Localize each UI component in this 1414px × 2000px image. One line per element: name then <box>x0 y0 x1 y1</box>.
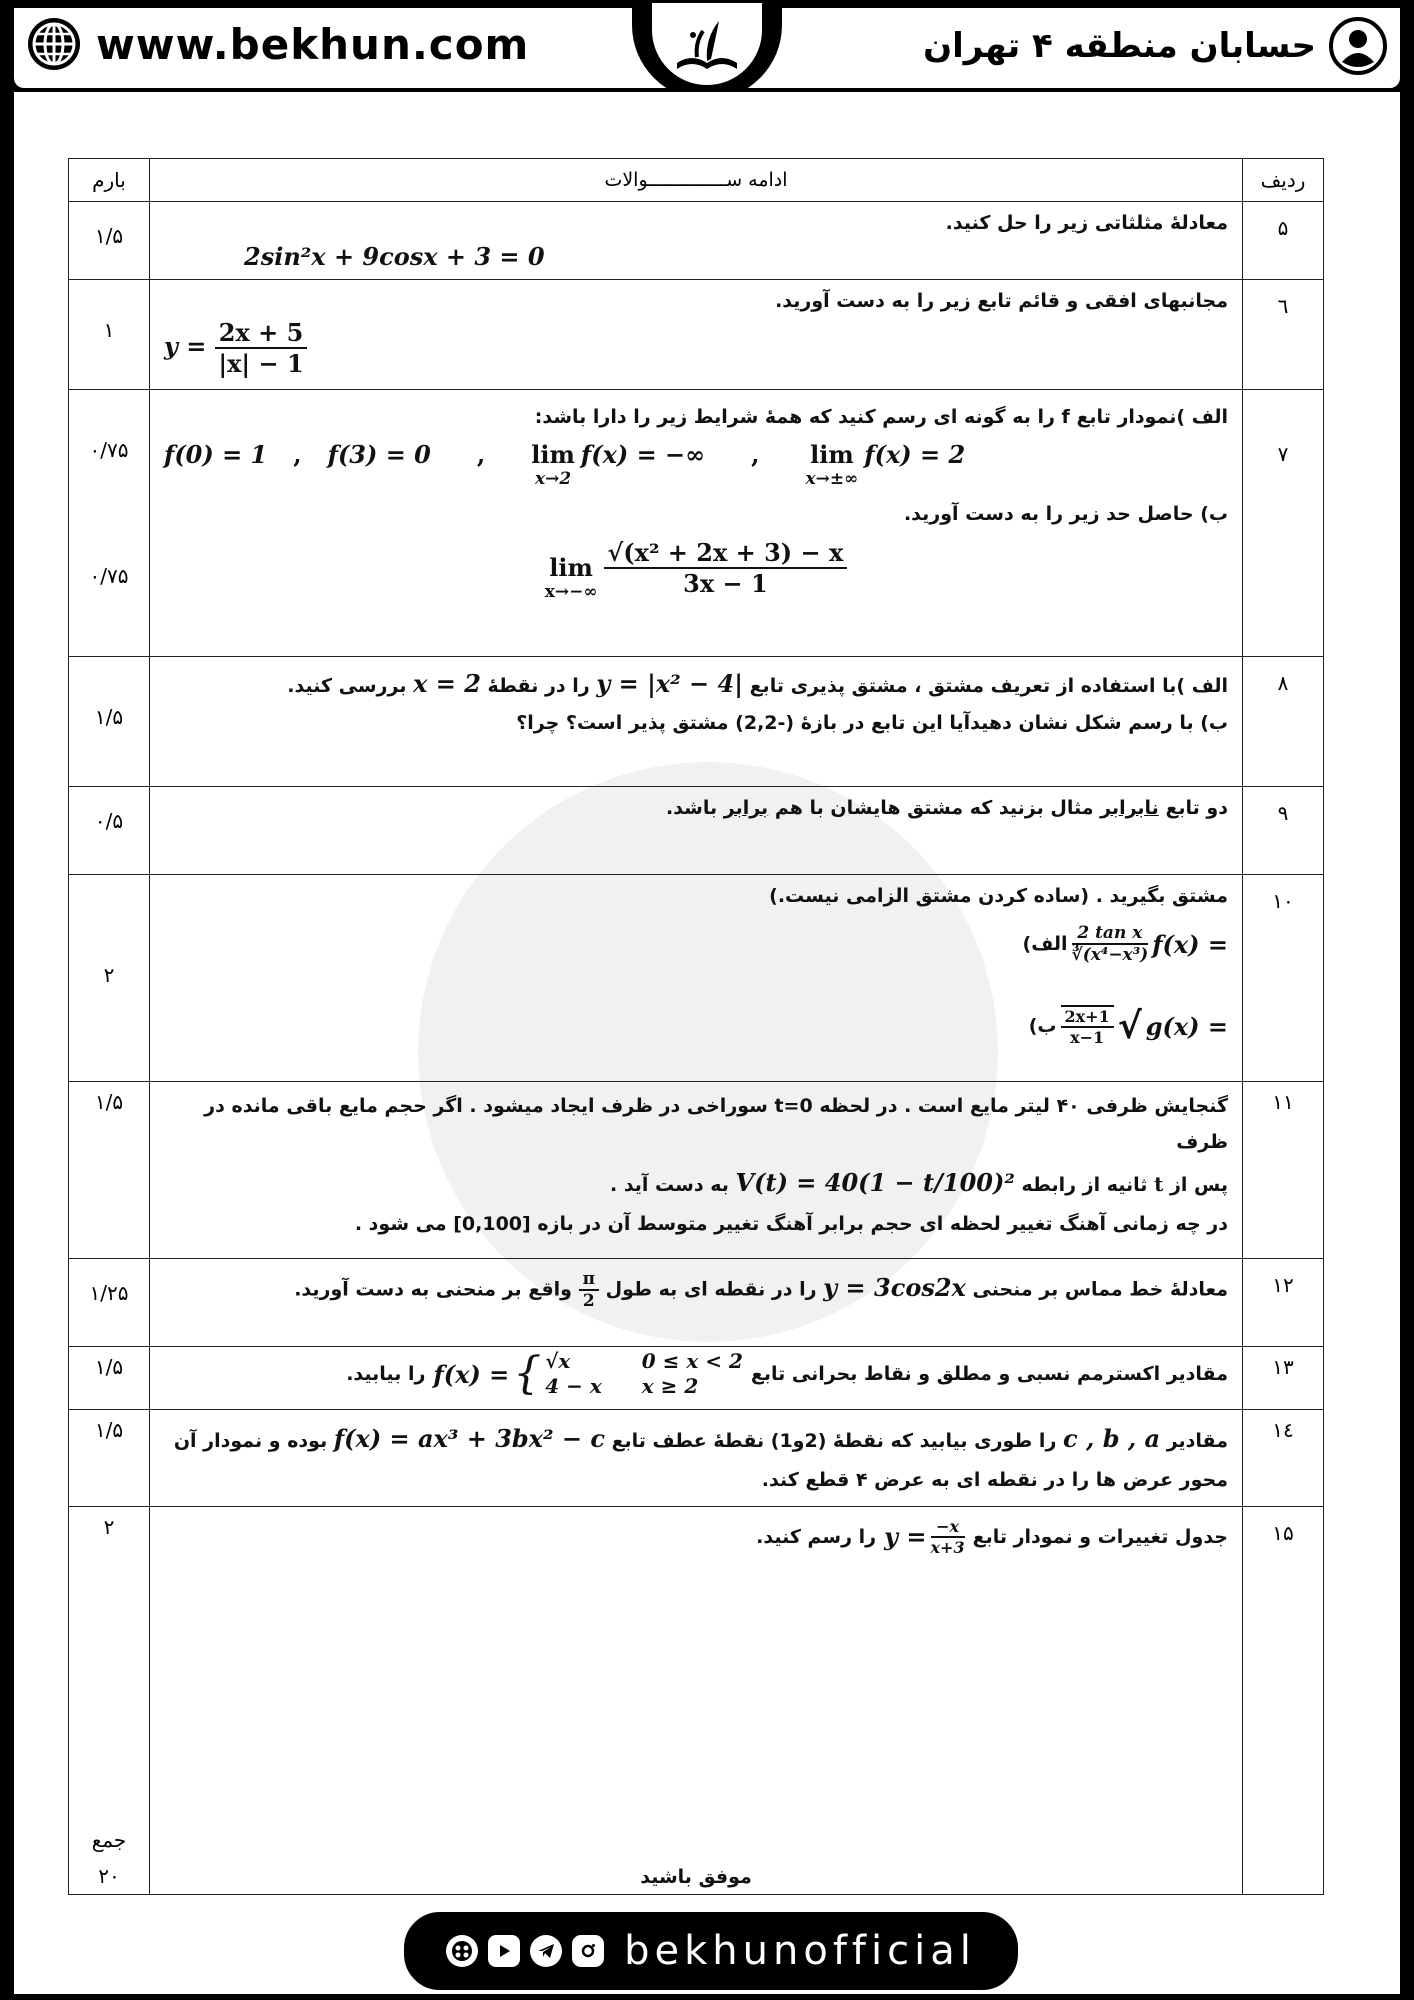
point-eq: x = 2 <box>413 669 481 698</box>
question-content: الف )با استفاده از تعریف مشتق ، مشتق پذیری تابع y = |x² − 4| را در نقطۀ x = 2 بررسی کنید. ب) با رسم شکل نشان دهیدآیا این تابع در بازۀ (-2,2) مشتق پذیر است؟ چرا؟ <box>150 657 1243 787</box>
question-content: مشتق بگیرید . (ساده کردن مشتق الزامی نیست.) f(x) = $\frac{\text{2 tan x}}{\text{∛(x⁴−x³)}}$ الف) g(x) = √ $\frac{2x+1}{x-1}$ ب) <box>150 875 1243 1082</box>
limit-1: f(x) = −∞ <box>580 440 706 469</box>
barem-header: بارم <box>69 159 150 202</box>
row-number: ۱۰ <box>1243 875 1324 1082</box>
account-label <box>923 16 1388 76</box>
equation-lhs: y = <box>164 331 207 361</box>
user-icon <box>1328 16 1388 76</box>
question-content <box>150 280 1243 390</box>
question-content: مقادیر c , b , a را طوری بیابید که نقطۀ (2و1) نقطۀ عطف تابع f(x) = ax³ + 3bx² − c بوده و نمودار آن محور عرض ها را در نقطه ای به عرض ۴ قطع کند. <box>150 1410 1243 1507</box>
score: ۱/۵ <box>69 1082 150 1259</box>
question-content: دو تابع نابرابر مثال بزنید که مشتق هایشان با هم برابر باشد. <box>150 787 1243 875</box>
score-a: ۰/۷۵ <box>89 438 129 462</box>
question-content: گنجایش ظرفی ۴۰ لیتر مایع است . در لحظه t=0 سوراخی در ظرف ایجاد میشود . اگر حجم مایع باقی مانده در ظرف پس از t ثانیه از رابطه V(t) = 40(1 − t/100)² به دست آید . در چه زمانی آهنگ تغییر لحظه ای حجم برابر آهنگ تغییر متوسط آن در بازه [0,100] می شود . <box>150 1082 1243 1259</box>
score: ۱/۵ <box>69 1347 150 1410</box>
score: ۲ <box>69 875 150 1082</box>
social-footer[interactable] <box>400 1908 1022 1994</box>
row-number: ۱۲ <box>1243 1259 1324 1347</box>
row-number: ۷ <box>1243 390 1324 657</box>
question-text-a: الف )نمودار تابع f را به گونه ای رسم کنید که همۀ شرایط زیر را دارا باشد: <box>534 406 1228 428</box>
row-number: ۸ <box>1243 657 1324 787</box>
question-content <box>150 202 1243 280</box>
row-number: ۱۱ <box>1243 1082 1324 1259</box>
question-row-7 <box>69 390 1324 657</box>
question-line-1: گنجایش ظرفی ۴۰ لیتر مایع است . در لحظه t=0 سوراخی در ظرف ایجاد میشود . اگر حجم مایع باقی مانده در ظرف <box>204 1095 1228 1154</box>
equation: 2sin²x + 9cosx + 3 = 0 <box>244 242 545 271</box>
fraction: $\frac{2x + 5}{|x| - 1}$ <box>215 318 308 378</box>
question-content: مقادیر اکسترمم نسبی و مطلق و نقاط بحرانی تابع f(x) = { √x 0 ≤ x < 2 4 − x x ≥ 2 را بیابید. <box>150 1347 1243 1410</box>
social-handle: bekhunofficial <box>624 1928 976 1974</box>
table-header-row <box>69 159 1324 202</box>
question-row-9 <box>69 787 1324 875</box>
question-row-14 <box>69 1410 1324 1507</box>
question-row-13 <box>69 1347 1324 1410</box>
condition-2: f(3) = 0 <box>327 440 431 469</box>
website-text: www.bekhun.com <box>96 19 530 69</box>
question-row-6 <box>69 280 1324 390</box>
score: ۱ <box>69 280 150 390</box>
question-text-b: ب) حاصل حد زیر را به دست آورید. <box>903 503 1228 525</box>
score-b: ۰/۷۵ <box>89 564 129 588</box>
book-logo-icon <box>667 13 747 75</box>
telegram-icon[interactable] <box>530 1935 562 1967</box>
youtube-icon[interactable] <box>488 1935 520 1967</box>
question-line-2: محور عرض ها را در نقطه ای به عرض ۴ قطع کند. <box>761 1468 1228 1491</box>
score: ۱/۵ <box>69 1410 150 1507</box>
instagram-icon[interactable] <box>572 1935 604 1967</box>
limit-fraction: $\frac{\text{√(x² + 2x + 3) − x}}{3x - 1}$ <box>604 538 848 598</box>
fraction-a: $\frac{\text{2 tan x}}{\text{∛(x⁴−x³)}}$ <box>1071 923 1149 965</box>
question-text: مجانبهای افقی و قائم تابع زیر را به دست آورید. <box>775 290 1228 312</box>
condition-1: f(0) = 1 <box>164 440 268 469</box>
score-column <box>69 390 150 657</box>
account-text: حسابان منطقه ۴ تهران <box>923 26 1316 66</box>
question-content: الف )نمودار تابع f را به گونه ای رسم کنید که همۀ شرایط زیر را دارا باشد: f(0) = 1 , f(3) = 0 , lim x→2 f(x) = −∞ , lim x→±∞ f(x) = 2 ب) حاصل حد زیر را به دست آورید. lim x→−∞ $\frac{\text{√(x² + 2x + 3) − x}}{3x - 1}$ <box>150 390 1243 657</box>
score: ۲ <box>103 1514 115 1539</box>
closing-text: موفق باشید <box>640 1865 752 1888</box>
questions-header: ادامه ســــــــــــــوالات <box>150 159 1243 202</box>
question-row-11 <box>69 1082 1324 1259</box>
score: ۱/۵ <box>69 202 150 280</box>
row-number: ۹ <box>1243 787 1324 875</box>
question-row-8 <box>69 657 1324 787</box>
aparat-icon[interactable] <box>446 1935 478 1967</box>
volume-equation: V(t) = 40(1 − t/100)² <box>735 1168 1015 1198</box>
question-line-3: در چه زمانی آهنگ تغییر لحظه ای حجم برابر آهنگ تغییر متوسط آن در بازه [0,100] می شود . <box>354 1212 1228 1235</box>
score: ۱/۲۵ <box>69 1259 150 1347</box>
curve-equation: y = 3cos2x <box>823 1272 966 1302</box>
score: ۰/۵ <box>69 787 150 875</box>
question-row-10 <box>69 875 1324 1082</box>
row-number: ۱۵ <box>1243 1506 1324 1894</box>
question-text-b: ب) با رسم شکل نشان دهیدآیا این تابع در بازۀ (-2,2) مشتق پذیر است؟ چرا؟ <box>516 712 1228 734</box>
question-text: معادلۀ مثلثاتی زیر را حل کنید. <box>945 212 1228 234</box>
website-link[interactable] <box>26 16 529 72</box>
total-label: جمع <box>91 1827 127 1852</box>
row-number: ۱۳ <box>1243 1347 1324 1410</box>
question-row-5 <box>69 202 1324 280</box>
score-column <box>69 1506 150 1894</box>
questions-table <box>68 158 1324 1895</box>
row-number: ٦ <box>1243 280 1324 390</box>
question-content: معادلۀ خط مماس بر منحنی y = 3cos2x را در نقطه ای به طول $\frac{\pi}{2}$ واقع بر منحنی به دست آورید. <box>150 1259 1243 1347</box>
row-number: ۵ <box>1243 202 1324 280</box>
question-row-15 <box>69 1506 1324 1894</box>
pi-fraction: $\frac{\pi}{2}$ <box>579 1269 599 1311</box>
radif-header: ردیف <box>1243 159 1324 202</box>
question-text: مشتق بگیرید . (ساده کردن مشتق الزامی نیست.) <box>769 885 1228 907</box>
function-eq: y = |x² − 4| <box>596 669 743 698</box>
row-number: ۱٤ <box>1243 1410 1324 1507</box>
question-content: جدول تغییرات و نمودار تابع y = $\frac{-x}{x+3}$ را رسم کنید. موفق باشید <box>150 1506 1243 1894</box>
limit-2: f(x) = 2 <box>864 440 966 469</box>
function-equation: f(x) = ax³ + 3bx² − c <box>333 1424 605 1453</box>
fraction-b: $\frac{2x+1}{x-1}$ <box>1061 1005 1114 1047</box>
score: ۱/۵ <box>69 657 150 787</box>
total-score: ۲۰ <box>98 1863 120 1888</box>
globe-icon <box>26 16 82 72</box>
question-row-12 <box>69 1259 1324 1347</box>
